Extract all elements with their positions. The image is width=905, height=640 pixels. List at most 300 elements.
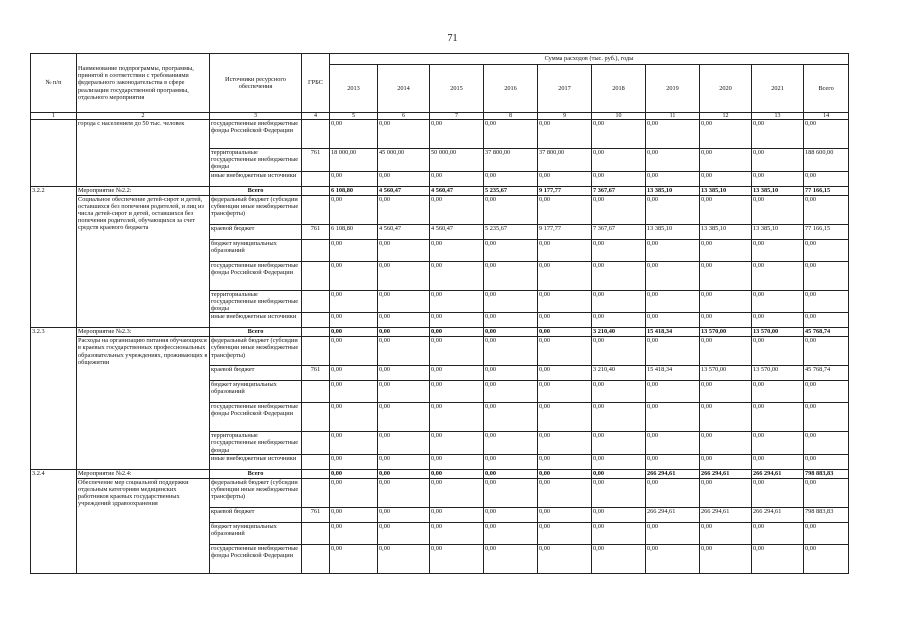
amount-cell: 0,00 (484, 381, 538, 403)
funding-source: государственные внебюджетные фонды Российской Федерации (210, 403, 302, 432)
amount-cell: 0,00 (330, 366, 378, 381)
funding-source: бюджет муниципальных образований (210, 381, 302, 403)
amount-cell: 0,00 (484, 366, 538, 381)
amount-cell: 0,00 (330, 195, 378, 224)
column-number: 11 (646, 113, 700, 120)
amount-cell: 0,00 (484, 544, 538, 573)
column-number: 4 (302, 113, 330, 120)
year-header: 2015 (430, 65, 484, 113)
amount-cell: 0,00 (538, 403, 592, 432)
amount-cell: 0,00 (430, 337, 484, 366)
amount-cell: 0,00 (752, 522, 804, 544)
amount-cell: 0,00 (330, 478, 378, 507)
amount-cell: 0,00 (592, 120, 646, 149)
amount-cell: 0,00 (700, 454, 752, 469)
amount-cell: 0,00 (700, 120, 752, 149)
amount-cell: 0,00 (646, 313, 700, 328)
grbs-code (302, 544, 330, 573)
amount-cell: 0,00 (752, 149, 804, 172)
amount-cell: 0,00 (378, 120, 430, 149)
amount-cell: 0,00 (646, 432, 700, 455)
amount-cell: 0,00 (378, 328, 430, 337)
column-number: 9 (538, 113, 592, 120)
amount-cell: 45 000,00 (378, 149, 430, 172)
funding-source: бюджет муниципальных образований (210, 522, 302, 544)
grbs-code (302, 478, 330, 507)
amount-cell: 0,00 (378, 261, 430, 290)
amount-cell: 0,00 (592, 290, 646, 313)
year-header: 2014 (378, 65, 430, 113)
amount-cell: 0,00 (804, 544, 849, 573)
header-sum: Сумма расходов (тыс. руб.), годы (330, 54, 849, 65)
amount-cell: 0,00 (378, 366, 430, 381)
amount-cell: 0,00 (378, 469, 430, 478)
funding-source: Всего (210, 469, 302, 478)
grbs-code (302, 239, 330, 261)
amount-cell: 5 235,67 (484, 186, 538, 195)
amount-cell: 0,00 (592, 337, 646, 366)
amount-cell: 0,00 (592, 522, 646, 544)
amount-cell: 0,00 (752, 261, 804, 290)
amount-cell: 13 385,10 (646, 224, 700, 239)
item-number: 3.2.4 (31, 469, 77, 573)
column-number: 14 (804, 113, 849, 120)
year-header: 2020 (700, 65, 752, 113)
amount-cell: 266 294,61 (752, 469, 804, 478)
amount-cell: 0,00 (330, 403, 378, 432)
amount-cell: 0,00 (430, 507, 484, 522)
amount-cell: 13 385,10 (752, 186, 804, 195)
amount-cell: 6 108,80 (330, 224, 378, 239)
amount-cell: 0,00 (330, 522, 378, 544)
funding-source: государственные внебюджетные фонды Российской Федерации (210, 544, 302, 573)
amount-cell: 0,00 (592, 171, 646, 186)
amount-cell: 0,00 (592, 313, 646, 328)
amount-cell: 13 570,00 (752, 366, 804, 381)
grbs-code (302, 381, 330, 403)
year-header: 2016 (484, 65, 538, 113)
amount-cell: 0,00 (538, 381, 592, 403)
funding-source: федеральный бюджет (субсидии субвенции иные межбюджетные трансферты) (210, 337, 302, 366)
amount-cell: 0,00 (538, 328, 592, 337)
amount-cell: 0,00 (804, 120, 849, 149)
amount-cell: 15 418,34 (646, 366, 700, 381)
amount-cell: 0,00 (484, 290, 538, 313)
grbs-code: 761 (302, 507, 330, 522)
grbs-code (302, 120, 330, 149)
amount-cell: 5 235,67 (484, 224, 538, 239)
amount-cell: 4 560,47 (430, 224, 484, 239)
amount-cell: 0,00 (538, 544, 592, 573)
amount-cell: 0,00 (330, 120, 378, 149)
funding-source: государственные внебюджетные фонды Российской Федерации (210, 261, 302, 290)
column-number: 13 (752, 113, 804, 120)
grbs-code (302, 313, 330, 328)
header-source: Источники ресурсного обеспечения (210, 54, 302, 113)
item-number: 3.2.2 (31, 186, 77, 328)
amount-cell: 266 294,61 (700, 469, 752, 478)
amount-cell: 0,00 (538, 522, 592, 544)
amount-cell: 0,00 (430, 120, 484, 149)
amount-cell: 0,00 (330, 290, 378, 313)
column-number: 1 (31, 113, 77, 120)
amount-cell: 0,00 (700, 171, 752, 186)
amount-cell: 0,00 (330, 507, 378, 522)
amount-cell: 0,00 (484, 328, 538, 337)
header-grbs: ГРБС (302, 54, 330, 113)
amount-cell: 0,00 (592, 403, 646, 432)
amount-cell: 77 166,15 (804, 186, 849, 195)
amount-cell: 0,00 (430, 381, 484, 403)
amount-cell: 0,00 (646, 478, 700, 507)
amount-cell: 6 108,80 (330, 186, 378, 195)
amount-cell: 0,00 (484, 261, 538, 290)
amount-cell: 0,00 (804, 171, 849, 186)
amount-cell: 0,00 (378, 313, 430, 328)
amount-cell: 0,00 (804, 261, 849, 290)
amount-cell: 13 570,00 (752, 328, 804, 337)
amount-cell: 0,00 (484, 522, 538, 544)
amount-cell: 0,00 (484, 120, 538, 149)
amount-cell: 266 294,61 (700, 507, 752, 522)
amount-cell: 0,00 (484, 507, 538, 522)
amount-cell: 0,00 (700, 239, 752, 261)
table-row (31, 337, 849, 366)
amount-cell: 0,00 (430, 195, 484, 224)
table-row (31, 195, 849, 224)
amount-cell: 0,00 (430, 454, 484, 469)
item-name: Социальное обеспечение детей-сирот и детей, оставшихся без попечения родителей, и лиц из числа детей-сирот и детей, оставшихся без попечения родителей, обучающихся за счет средств краевого бюджета (77, 195, 210, 328)
amount-cell: 0,00 (804, 337, 849, 366)
amount-cell: 0,00 (330, 328, 378, 337)
amount-cell: 0,00 (700, 432, 752, 455)
amount-cell: 0,00 (430, 290, 484, 313)
funding-source: бюджет муниципальных образований (210, 239, 302, 261)
year-header: 2021 (752, 65, 804, 113)
amount-cell: 0,00 (700, 403, 752, 432)
amount-cell: 0,00 (646, 149, 700, 172)
amount-cell: 0,00 (592, 469, 646, 478)
amount-cell: 0,00 (538, 432, 592, 455)
amount-cell: 0,00 (378, 432, 430, 455)
item-title: Мероприятие №2.2: (77, 186, 210, 195)
amount-cell: 0,00 (752, 544, 804, 573)
item-title: Мероприятие №2.4: (77, 469, 210, 478)
amount-cell: 0,00 (700, 381, 752, 403)
amount-cell: 0,00 (378, 171, 430, 186)
funding-source: федеральный бюджет (субсидии субвенции иные межбюджетные трансферты) (210, 478, 302, 507)
column-number: 7 (430, 113, 484, 120)
amount-cell: 0,00 (538, 313, 592, 328)
table-row (31, 120, 849, 149)
amount-cell: 0,00 (484, 171, 538, 186)
amount-cell: 0,00 (646, 403, 700, 432)
amount-cell: 0,00 (484, 432, 538, 455)
amount-cell: 0,00 (430, 261, 484, 290)
amount-cell: 13 570,00 (700, 328, 752, 337)
amount-cell: 0,00 (646, 120, 700, 149)
amount-cell: 0,00 (538, 171, 592, 186)
amount-cell: 0,00 (378, 381, 430, 403)
amount-cell: 0,00 (752, 454, 804, 469)
table-row (31, 478, 849, 507)
amount-cell: 0,00 (752, 337, 804, 366)
column-number: 8 (484, 113, 538, 120)
amount-cell: 0,00 (430, 171, 484, 186)
amount-cell: 0,00 (330, 432, 378, 455)
grbs-code (302, 328, 330, 337)
amount-cell: 0,00 (330, 171, 378, 186)
amount-cell: 0,00 (378, 522, 430, 544)
amount-cell: 0,00 (592, 432, 646, 455)
column-number: 6 (378, 113, 430, 120)
grbs-code (302, 522, 330, 544)
amount-cell: 0,00 (430, 313, 484, 328)
amount-cell: 0,00 (538, 478, 592, 507)
page-number: 71 (447, 33, 458, 44)
amount-cell: 0,00 (700, 313, 752, 328)
year-header: 2018 (592, 65, 646, 113)
grbs-code: 761 (302, 224, 330, 239)
amount-cell: 0,00 (538, 239, 592, 261)
amount-cell: 798 883,83 (804, 507, 849, 522)
amount-cell: 0,00 (378, 478, 430, 507)
amount-cell: 13 385,10 (752, 224, 804, 239)
amount-cell: 0,00 (646, 544, 700, 573)
funding-source: территориальные государственные внебюджетные фонды (210, 290, 302, 313)
column-number: 3 (210, 113, 302, 120)
amount-cell: 0,00 (330, 454, 378, 469)
amount-cell: 0,00 (484, 454, 538, 469)
funding-source: территориальные государственные внебюджетные фонды (210, 432, 302, 455)
amount-cell: 4 560,47 (378, 186, 430, 195)
amount-cell: 0,00 (330, 381, 378, 403)
amount-cell: 0,00 (378, 239, 430, 261)
amount-cell: 0,00 (378, 195, 430, 224)
amount-cell: 0,00 (430, 403, 484, 432)
amount-cell: 0,00 (752, 403, 804, 432)
amount-cell: 0,00 (804, 432, 849, 455)
total-row (31, 328, 849, 337)
amount-cell: 0,00 (484, 469, 538, 478)
grbs-code: 761 (302, 149, 330, 172)
item-number (31, 120, 77, 187)
amount-cell: 0,00 (538, 507, 592, 522)
amount-cell: 0,00 (804, 381, 849, 403)
amount-cell: 0,00 (484, 403, 538, 432)
amount-cell: 0,00 (592, 261, 646, 290)
amount-cell: 0,00 (700, 195, 752, 224)
amount-cell: 0,00 (430, 366, 484, 381)
amount-cell: 0,00 (700, 261, 752, 290)
amount-cell: 45 768,74 (804, 366, 849, 381)
item-name: Обеспечение мер социальной поддержки отдельным категориям медицинских работников краевых государственных учреждений здравоохранения (77, 478, 210, 573)
amount-cell: 0,00 (538, 195, 592, 224)
amount-cell: 0,00 (538, 290, 592, 313)
expenditure-table (30, 53, 849, 574)
amount-cell: 0,00 (330, 261, 378, 290)
amount-cell: 0,00 (330, 313, 378, 328)
year-header: 2013 (330, 65, 378, 113)
amount-cell: 7 367,67 (592, 186, 646, 195)
grbs-code (302, 171, 330, 186)
grbs-code (302, 261, 330, 290)
amount-cell: 0,00 (484, 313, 538, 328)
amount-cell: 13 385,10 (646, 186, 700, 195)
amount-cell: 0,00 (378, 290, 430, 313)
grbs-code: 761 (302, 366, 330, 381)
amount-cell: 188 600,00 (804, 149, 849, 172)
amount-cell: 0,00 (804, 290, 849, 313)
header-num: № п/п (31, 54, 77, 113)
amount-cell: 37 800,00 (538, 149, 592, 172)
column-number: 2 (77, 113, 210, 120)
amount-cell: 0,00 (592, 454, 646, 469)
amount-cell: 0,00 (752, 171, 804, 186)
item-name: города с населением до 50 тыс. человек (77, 120, 210, 187)
amount-cell: 0,00 (804, 454, 849, 469)
amount-cell: 0,00 (804, 403, 849, 432)
grbs-code (302, 290, 330, 313)
funding-source: федеральный бюджет (субсидии субвенции иные межбюджетные трансферты) (210, 195, 302, 224)
amount-cell: 50 000,00 (430, 149, 484, 172)
grbs-code (302, 195, 330, 224)
amount-cell: 0,00 (752, 195, 804, 224)
amount-cell: 0,00 (484, 337, 538, 366)
amount-cell: 0,00 (804, 478, 849, 507)
amount-cell: 0,00 (804, 522, 849, 544)
funding-source: Всего (210, 186, 302, 195)
amount-cell: 0,00 (378, 403, 430, 432)
amount-cell: 0,00 (646, 239, 700, 261)
grbs-code (302, 432, 330, 455)
year-header: Всего (804, 65, 849, 113)
amount-cell: 0,00 (700, 337, 752, 366)
amount-cell: 13 385,10 (700, 186, 752, 195)
amount-cell: 0,00 (752, 381, 804, 403)
amount-cell: 0,00 (430, 522, 484, 544)
total-row (31, 469, 849, 478)
total-row (31, 186, 849, 195)
funding-source: краевой бюджет (210, 366, 302, 381)
amount-cell: 0,00 (538, 337, 592, 366)
amount-cell: 0,00 (592, 507, 646, 522)
amount-cell: 0,00 (430, 544, 484, 573)
grbs-code (302, 403, 330, 432)
amount-cell: 0,00 (752, 239, 804, 261)
item-number: 3.2.3 (31, 328, 77, 470)
amount-cell: 77 166,15 (804, 224, 849, 239)
amount-cell: 37 800,00 (484, 149, 538, 172)
funding-source: иные внебюджетные источники (210, 454, 302, 469)
amount-cell: 0,00 (700, 544, 752, 573)
column-number: 5 (330, 113, 378, 120)
amount-cell: 0,00 (646, 195, 700, 224)
amount-cell: 9 177,77 (538, 224, 592, 239)
amount-cell: 0,00 (538, 261, 592, 290)
year-header: 2017 (538, 65, 592, 113)
amount-cell: 3 210,40 (592, 366, 646, 381)
funding-source: государственные внебюджетные фонды Российской Федерации (210, 120, 302, 149)
amount-cell: 7 367,67 (592, 224, 646, 239)
grbs-code (302, 454, 330, 469)
column-number: 12 (700, 113, 752, 120)
amount-cell: 0,00 (646, 171, 700, 186)
amount-cell: 15 418,34 (646, 328, 700, 337)
amount-cell: 0,00 (592, 544, 646, 573)
amount-cell: 0,00 (646, 290, 700, 313)
amount-cell: 0,00 (592, 195, 646, 224)
amount-cell: 0,00 (484, 478, 538, 507)
amount-cell: 266 294,61 (646, 469, 700, 478)
amount-cell: 0,00 (538, 366, 592, 381)
amount-cell: 0,00 (752, 120, 804, 149)
amount-cell: 13 385,10 (700, 224, 752, 239)
amount-cell: 0,00 (646, 381, 700, 403)
amount-cell: 4 560,47 (430, 186, 484, 195)
amount-cell: 0,00 (378, 454, 430, 469)
item-name: Расходы на организацию питания обучающихся в краевых государственных профессиональных образовательных учреждениях, проживающих в общежитии (77, 337, 210, 470)
funding-source: территориальные государственные внебюджетные фонды (210, 149, 302, 172)
amount-cell: 0,00 (700, 478, 752, 507)
amount-cell: 0,00 (538, 120, 592, 149)
amount-cell: 0,00 (646, 454, 700, 469)
funding-source: краевой бюджет (210, 224, 302, 239)
column-number: 10 (592, 113, 646, 120)
amount-cell: 0,00 (430, 328, 484, 337)
amount-cell: 0,00 (378, 507, 430, 522)
amount-cell: 13 570,00 (700, 366, 752, 381)
funding-source: иные внебюджетные источники (210, 313, 302, 328)
amount-cell: 0,00 (700, 290, 752, 313)
amount-cell: 0,00 (538, 454, 592, 469)
amount-cell: 0,00 (592, 381, 646, 403)
amount-cell: 0,00 (484, 195, 538, 224)
amount-cell: 18 000,00 (330, 149, 378, 172)
amount-cell: 0,00 (646, 261, 700, 290)
amount-cell: 0,00 (804, 313, 849, 328)
amount-cell: 4 560,47 (378, 224, 430, 239)
amount-cell: 0,00 (752, 478, 804, 507)
amount-cell: 266 294,61 (646, 507, 700, 522)
amount-cell: 0,00 (646, 337, 700, 366)
amount-cell: 0,00 (330, 544, 378, 573)
amount-cell: 0,00 (430, 432, 484, 455)
grbs-code (302, 186, 330, 195)
grbs-code (302, 469, 330, 478)
amount-cell: 0,00 (538, 469, 592, 478)
grbs-code (302, 337, 330, 366)
year-header: 2019 (646, 65, 700, 113)
amount-cell: 0,00 (592, 239, 646, 261)
amount-cell: 0,00 (752, 432, 804, 455)
amount-cell: 0,00 (700, 522, 752, 544)
amount-cell: 0,00 (646, 522, 700, 544)
amount-cell: 45 768,74 (804, 328, 849, 337)
amount-cell: 798 883,83 (804, 469, 849, 478)
amount-cell: 0,00 (592, 149, 646, 172)
amount-cell: 0,00 (378, 544, 430, 573)
amount-cell: 0,00 (592, 478, 646, 507)
amount-cell: 0,00 (804, 239, 849, 261)
funding-source: иные внебюджетные источники (210, 171, 302, 186)
amount-cell: 0,00 (752, 313, 804, 328)
item-title: Мероприятие №2.3: (77, 328, 210, 337)
amount-cell: 0,00 (330, 337, 378, 366)
funding-source: краевой бюджет (210, 507, 302, 522)
amount-cell: 9 177,77 (538, 186, 592, 195)
amount-cell: 0,00 (484, 239, 538, 261)
